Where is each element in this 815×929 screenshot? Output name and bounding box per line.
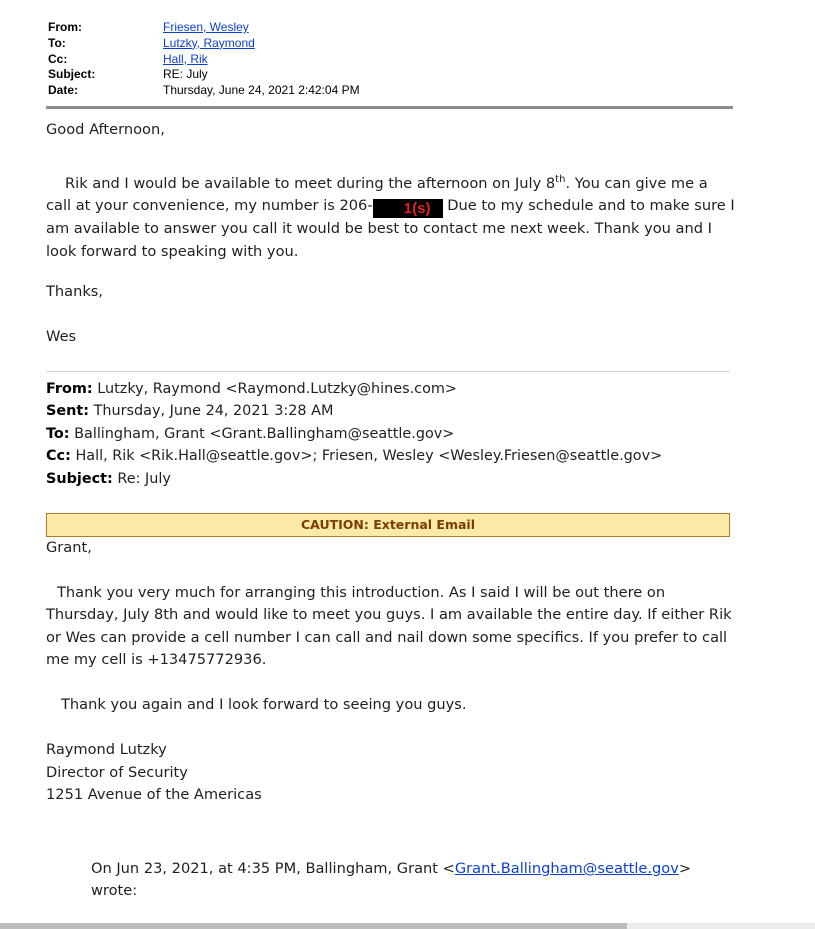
signature-name: Raymond Lutzky [46, 741, 167, 758]
header-cc-label: Cc: [48, 51, 68, 66]
reply-p1-b: . You can give me a call at your convenience, my number is 206- [46, 174, 708, 215]
caution-banner: CAUTION: External Email [46, 513, 730, 537]
reply-p1-c: Due to my schedule and to make sure I am available to answer you call it would be best to contact me next week. Thank you and I look forward to speaking with you. [46, 197, 735, 260]
header-to-label: To: [48, 35, 66, 50]
header-from-label: From: [48, 20, 82, 34]
reply-signature: Wes [46, 328, 77, 345]
fwd-sent-row [46, 400, 662, 422]
fwd-cc-row [46, 445, 662, 467]
quote-email-link[interactable]: Grant.Ballingham@seattle.gov [454, 860, 679, 877]
horizontal-scrollbar-thumb[interactable] [0, 923, 627, 929]
quote-prefix: On Jun 23, 2021, at 4:35 PM, Ballingham, Grant < [91, 860, 455, 877]
fwd-sent-value: Thursday, June 24, 2021 3:28 AM [93, 403, 334, 420]
header-date-label: Date: [48, 83, 79, 98]
reply-p1-sup: th [555, 174, 566, 185]
fwd-subject-label: Subject: [46, 470, 113, 487]
quote-wrote: wrote: [91, 882, 138, 900]
fwd-from-label: From: [46, 381, 93, 397]
original-paragraph-1: Thank you very much for arranging this introduction. As I said I will be out there on Thursday, July 8th and would like to meet you guys. I am available the entire day. If either Rik or Wes can provide a cell number I can call and nail down some specifics. If you prefer to call me my cell is +13475772936. [46, 584, 732, 669]
header-cc-row [48, 52, 360, 68]
fwd-cc-label: Cc: [46, 448, 71, 465]
quote-line-1 [91, 858, 691, 880]
header-to-link[interactable]: Lutzky, Raymond [163, 35, 255, 50]
header-from-row [48, 20, 360, 36]
quoted-attribution [91, 858, 691, 903]
original-greeting: Grant, [46, 539, 92, 556]
signature-title: Director of Security [46, 764, 188, 781]
forwarded-header [46, 378, 662, 490]
email-header [48, 20, 360, 99]
reply-greeting: Good Afternoon, [46, 121, 165, 138]
fwd-to-row [46, 423, 662, 445]
header-to-row [48, 36, 360, 52]
reply-paragraph [46, 169, 736, 263]
header-cc-link[interactable]: Hall, Rik [163, 51, 208, 66]
fwd-from-row [46, 378, 662, 400]
redaction-box: 1(s) [373, 199, 443, 218]
fwd-sent-label: Sent: [46, 403, 90, 420]
quote-suffix: > [678, 860, 692, 877]
fwd-subject-row [46, 468, 662, 490]
header-date-row [48, 83, 360, 99]
fwd-to-label: To: [46, 425, 70, 442]
forward-divider [46, 371, 730, 372]
fwd-subject-value: Re: July [117, 470, 171, 487]
reply-thanks: Thanks, [46, 283, 104, 300]
fwd-to-value: Ballingham, Grant <Grant.Ballingham@seattle.gov> [74, 425, 455, 442]
fwd-from-value: Lutzky, Raymond <Raymond.Lutzky@hines.com> [97, 381, 457, 397]
header-subject-row [48, 67, 360, 83]
header-subject-label: Subject: [48, 67, 96, 82]
header-date-value: Thursday, June 24, 2021 2:42:04 PM [163, 83, 360, 98]
header-divider [46, 106, 733, 109]
original-paragraph-2: Thank you again and I look forward to seeing you guys. [61, 696, 467, 713]
header-from-link[interactable]: Friesen, Wesley [163, 20, 249, 34]
reply-p1-a: Rik and I would be available to meet during the afternoon on July 8 [65, 174, 556, 192]
header-subject-value: RE: July [163, 67, 208, 82]
signature-address: 1251 Avenue of the Americas [46, 786, 262, 803]
fwd-cc-value: Hall, Rik <Rik.Hall@seattle.gov>; Friesen, Wesley <Wesley.Friesen@seattle.gov> [75, 448, 663, 465]
